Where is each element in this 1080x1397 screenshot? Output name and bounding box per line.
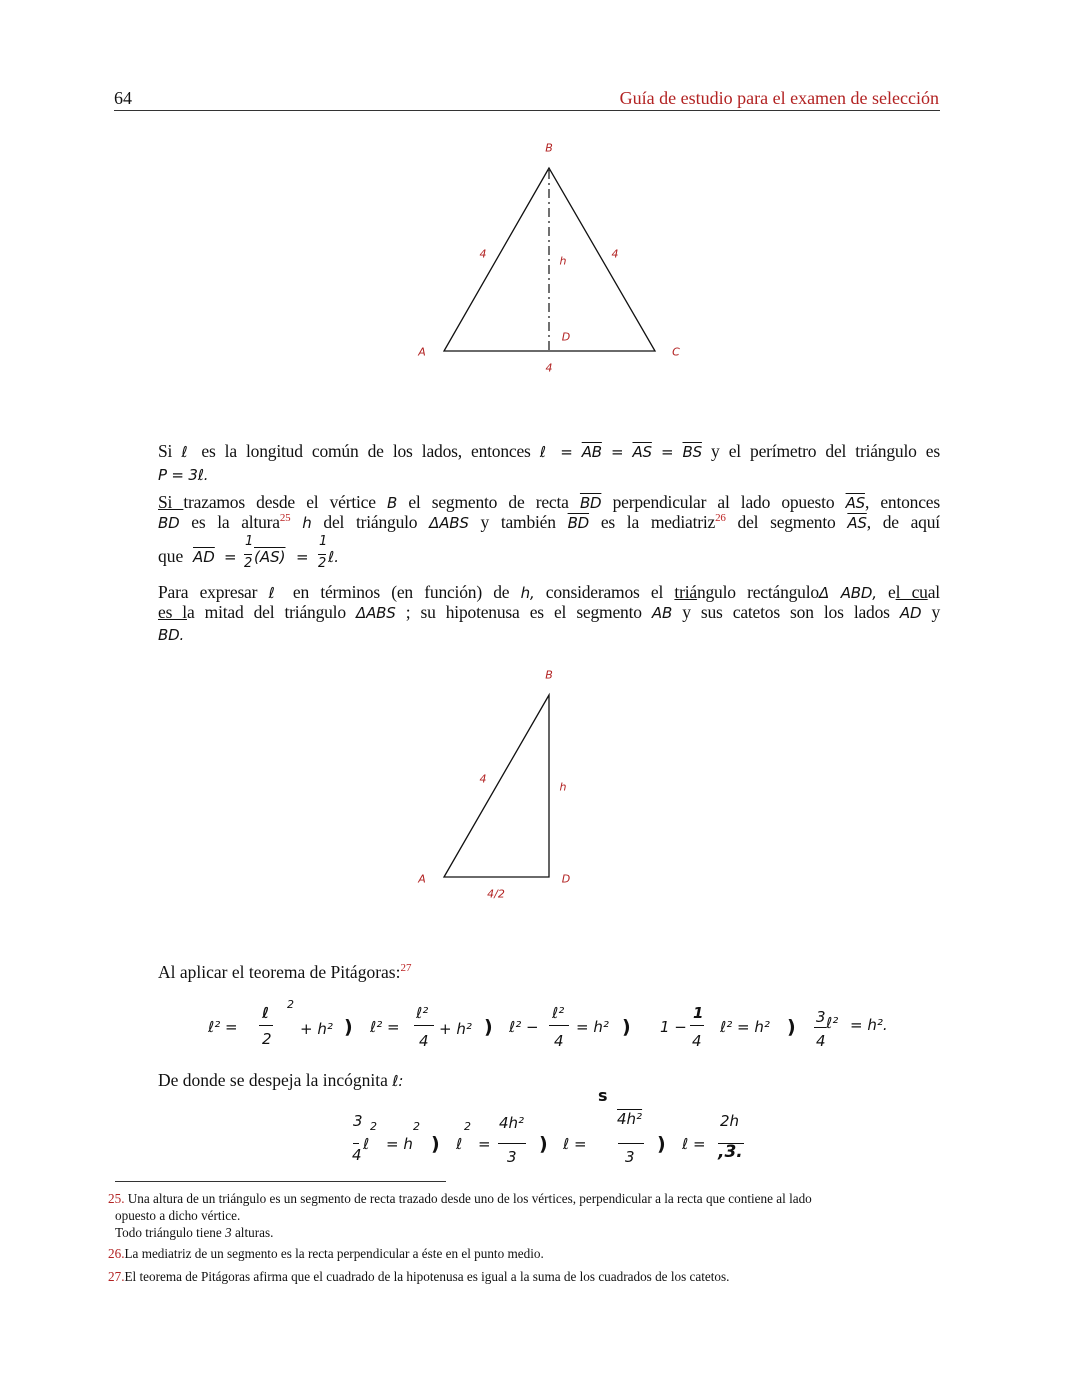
text: , entonces [864,492,940,512]
text: trazamos desde el vértice [183,492,376,512]
math: = h [386,1135,413,1153]
text: El teorema de Pitágoras afirma que el cuadrado de la hipotenusa es igual a la suma de los cuadrados de los catetos. [124,1269,730,1284]
text: y el perímetro del triángulo es [711,441,940,461]
fraction-denominator: ,3. [718,1142,743,1162]
implies-icon: ) [344,1016,353,1038]
math: = h² [576,1018,609,1036]
fraction-numerator: ℓ [262,1004,270,1022]
text: y [931,602,940,622]
text: es la longitud común de los lados, entonces [201,441,531,461]
label-side-left: 4 [479,247,487,261]
implies-icon: ) [787,1016,796,1038]
fraction-numerator: 4h² [499,1114,525,1132]
footnote-number: 26. [108,1246,125,1261]
label-base: 4/2 [487,887,505,901]
segment-bs: $\overline{BS}$ [682,443,702,461]
fraction-bar [690,1025,704,1026]
fraction-denominator: 2 [318,556,327,571]
fraction-bar [549,1025,569,1026]
math: AB [651,604,673,622]
fraction-numerator: 3 [353,1112,363,1130]
text: De donde se despeja la incógnita [158,1070,388,1090]
fraction-bar [618,1143,644,1144]
text: l cu [895,582,928,602]
text: y sus catetos son los lados [682,602,890,622]
perimeter-formula: P = 3ℓ. [158,466,209,484]
text: al [927,582,940,602]
implies-icon: ) [539,1133,548,1155]
fraction-bar [498,1143,526,1144]
paragraph-1-line-1 [158,441,940,462]
implies-icon: ) [657,1133,666,1155]
math: ΔABS [356,604,396,622]
math: BD [158,514,180,532]
math: AD [899,604,922,622]
fraction-numerator: ℓ² [552,1004,565,1022]
label-side-bottom: 4 [545,361,553,375]
math: = [224,548,237,566]
fraction-bar [259,1025,273,1026]
footnote-26 [108,1246,544,1262]
math: + h² [439,1020,472,1038]
label-vertex-a: A [418,345,426,359]
label-height-h: h [559,780,567,794]
fraction-bar [244,554,252,555]
math: B [387,494,398,512]
segment-as: (AS) [254,548,286,566]
fraction-denominator: 4 [816,1032,826,1050]
label-hypotenuse: 4 [479,772,487,786]
text: del segmento [737,512,836,532]
label-height-h: h [559,254,567,268]
math: h, [520,584,535,602]
text: el segmento de recta [408,492,569,512]
label-side-right: 4 [611,247,619,261]
fraction-numerator: 2h [720,1112,740,1130]
text: e [888,582,896,602]
text: Una altura de un triángulo es un segmento de recta trazado desde uno de los vértices, perpendicular a la recta que contiene al lado [127,1191,812,1206]
implies-icon: ) [484,1016,493,1038]
math: ℓ [181,443,193,461]
triangle-abd [444,695,549,877]
text: en términos (en función) de [292,582,510,602]
footnote-ref-26[interactable]: 26 [715,512,726,525]
sqrt-symbol: s [598,1086,608,1105]
text: Si [158,492,184,512]
segment-bd: $\overline{BD}$ [567,514,590,532]
running-title: Guía de estudio para el examen de selección [619,88,939,108]
fraction-numerator: 4h² [617,1110,643,1128]
fraction-denominator: 4 [554,1032,564,1050]
fraction-denominator: 4 [352,1146,362,1164]
segment-as: $\overline{AS}$ [632,443,652,461]
text: es la altura [191,512,280,532]
exponent: 2 [287,998,294,1011]
text: que [158,546,184,566]
math: = [478,1135,491,1153]
math: 1 − [660,1018,687,1036]
paragraph-2-line-2 [158,512,940,533]
math: ℓ = [682,1135,706,1153]
label-vertex-a: A [418,872,426,886]
segment-as: $\overline{AS}$ [847,514,867,532]
text: perpendicular al lado opuesto [612,492,835,512]
paragraph-2-line-1 [158,492,940,513]
despeja-text [158,1070,403,1091]
right-triangle-figure [0,640,1080,920]
text: alturas. [234,1225,274,1240]
fraction-denominator: 2 [244,556,253,571]
text: ; su hipotenusa es el segmento [405,602,642,622]
fraction-numerator: 1 [245,534,254,549]
implies-icon: ) [622,1016,631,1038]
fraction-numerator: 1 [693,1004,704,1022]
fraction-bar [814,1027,826,1028]
paragraph-3-line-1 [158,582,940,603]
text: Si [158,441,173,461]
footnote-27 [108,1269,729,1285]
footnote-rule [115,1181,446,1182]
fraction-denominator: 4 [692,1032,702,1050]
text: y también [480,512,556,532]
label-foot-d: D [561,330,571,344]
math: ℓ² = [208,1018,238,1036]
text: ngulo rectángulo [696,582,819,602]
text: del triángulo [323,512,418,532]
label-vertex-b: B [545,668,553,682]
text: consideramos el [545,582,664,602]
footnote-25-line-2: opuesto a dicho vértice. [115,1208,241,1223]
math: BD. [158,626,185,644]
math: ℓ. [328,548,339,566]
segment-ad: $\overline{AD}$ [193,548,215,566]
text: , de aquí [866,512,940,532]
text: 3 [225,1225,232,1240]
paragraph-3-line-2 [158,602,940,623]
math: = h². [850,1016,888,1034]
fraction-denominator: 2 [262,1030,272,1048]
fraction-numerator: ℓ² [416,1004,429,1022]
text: Al aplicar el teorema de Pitágoras: [158,962,401,982]
math: ℓ = [563,1135,587,1153]
equilateral-triangle-figure [0,0,1080,420]
fraction-denominator: 3 [507,1148,517,1166]
footnote-25 [108,1191,812,1207]
math: ℓ² = h² [720,1018,770,1036]
text: Todo triángulo tiene [115,1225,222,1240]
fraction-bar [414,1025,434,1026]
math: ℓ: [392,1072,404,1090]
math: h [302,514,312,532]
fraction-numerator: 1 [319,534,328,549]
implies-icon: ) [431,1133,440,1155]
fraction-bar [318,554,326,555]
segment-as: $\overline{AS}$ [845,494,865,512]
segment-bd: $\overline{BD}$ [579,494,602,512]
text: La mediatriz de un segmento es la recta perpendicular a éste en el punto medio. [124,1246,544,1261]
math: + h² [300,1020,333,1038]
footnote-number: 27. [108,1269,125,1284]
fraction-denominator: 4 [419,1032,429,1050]
math: ℓ [268,584,282,602]
text: es l [158,602,187,622]
math: ℓ² − [509,1018,539,1036]
math: = [661,443,674,461]
pitagoras-intro [158,962,411,983]
label-vertex-c: C [672,345,680,359]
math: = [610,443,624,461]
exponent: 2 [413,1120,420,1133]
math: ℓ² [826,1014,839,1032]
page-number: 64 [114,88,132,108]
text: triá [674,582,697,602]
fraction-bar [353,1143,359,1144]
footnote-ref-25[interactable]: 25 [279,512,291,525]
exponent: 2 [464,1120,471,1133]
label-vertex-d: D [561,872,571,886]
fraction-numerator: 3 [816,1008,826,1026]
text: a mitad del triángulo [186,602,346,622]
label-vertex-b: B [545,141,553,155]
math: ℓ² = [370,1018,400,1036]
math: ΔABS [429,514,469,532]
math: = [296,548,309,566]
segment-ab: $\overline{AB}$ [581,443,602,461]
math: ℓ [363,1135,370,1153]
footnote-number: 25. [108,1191,125,1206]
footnote-ref-27[interactable]: 27 [400,962,412,975]
math: ℓ = [539,443,573,461]
fraction-denominator: 3 [625,1148,635,1166]
footnote-25-line-3 [115,1225,273,1241]
text: es la mediatriz [600,512,716,532]
math: ℓ [456,1135,463,1153]
exponent: 2 [370,1120,377,1133]
math: Δ ABD, [818,584,877,602]
text: Para expresar [158,582,258,602]
